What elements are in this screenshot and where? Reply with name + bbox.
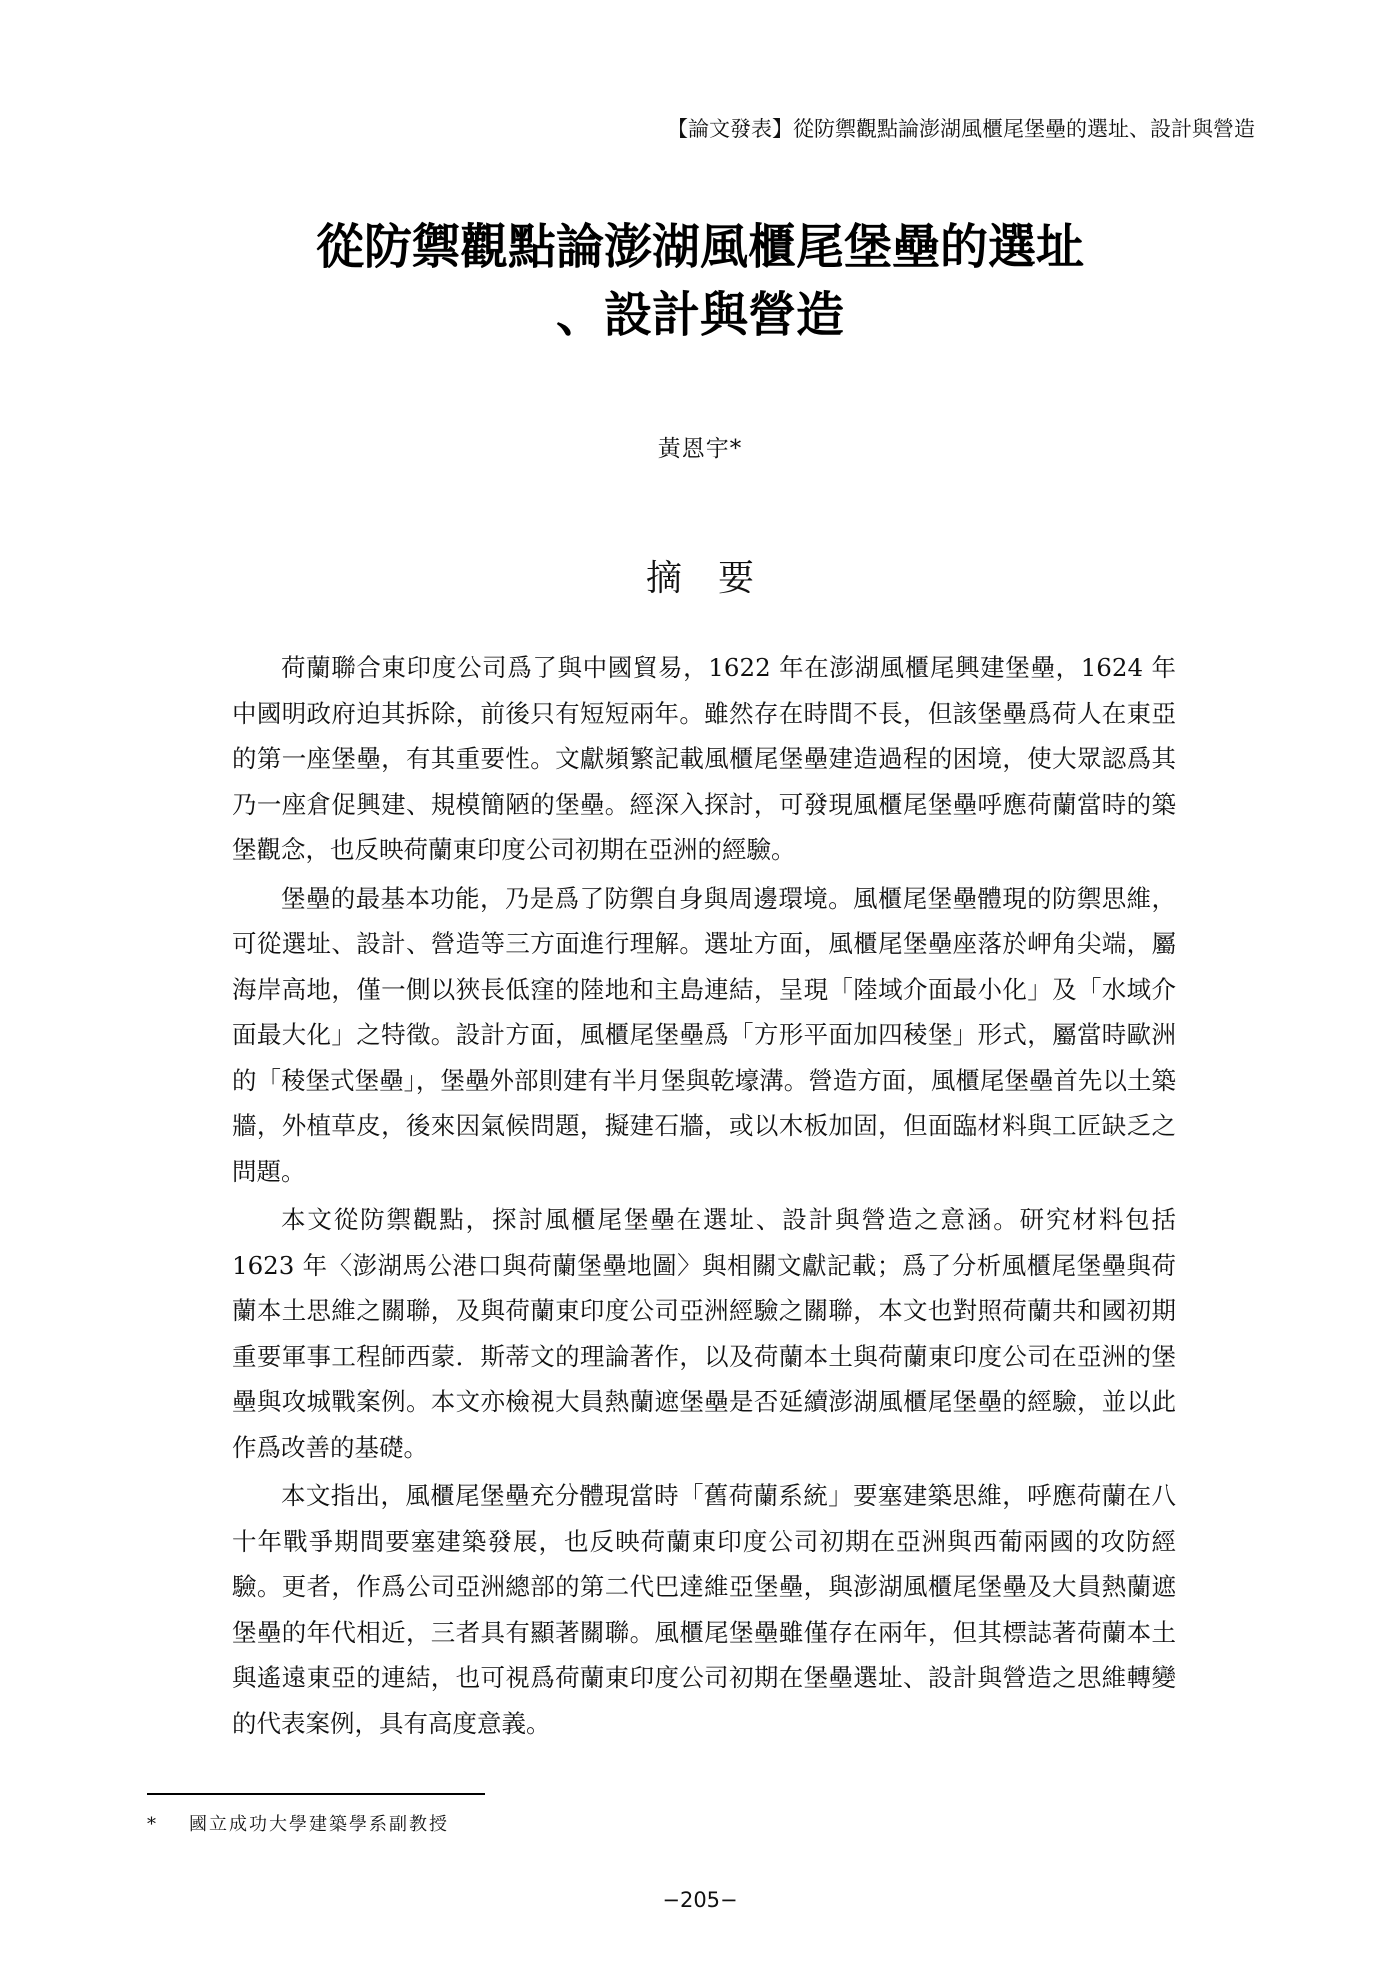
- footnote: [147, 1810, 449, 1836]
- footnote-text: 國立成功大學建築學系副教授: [189, 1814, 449, 1835]
- article-title-line-1: 從防禦觀點論澎湖風櫃尾堡壘的選址: [315, 219, 1084, 275]
- footnote-mark: *: [147, 1814, 158, 1835]
- running-header: 【論文發表】從防禦觀點論澎湖風櫃尾堡壘的選址、設計與營造: [667, 117, 1255, 141]
- article-title-line-2: 、設計與營造: [555, 287, 844, 343]
- author-name: 黃恩宇*: [657, 436, 743, 462]
- abstract-paragraph: 本文指出，風櫃尾堡壘充分體現當時「舊荷蘭系統」要塞建築思維，呼應荷蘭在八十年戰爭期間要塞建築發展，也反映荷蘭東印度公司初期在亞洲與西葡兩國的攻防經驗。更者，作爲公司亞洲總部的第二代巴達維亞堡壘，與澎湖風櫃尾堡壘及大員熱蘭遮堡壘的年代相近，三者具有顯著關聯。風櫃尾堡壘雖僅存在兩年，但其標誌著荷蘭本土與遙遠東亞的連結，也可視爲荷蘭東印度公司初期在堡壘選址、設計與營造之思維轉變的代表案例，具有高度意義。: [232, 1481, 1176, 1738]
- abstract-paragraph: 本文從防禦觀點，探討風櫃尾堡壘在選址、設計與營造之意涵。研究材料包括 1623 年〈澎湖馬公港口與荷蘭堡壘地圖〉與相關文獻記載；爲了分析風櫃尾堡壘與荷蘭本土思維之關聯，及與荷蘭東印度公司亞洲經驗之關聯，本文也對照荷蘭共和國初期重要軍事工程師西蒙．斯蒂文的理論著作，以及荷蘭本土與荷蘭東印度公司在亞洲的堡壘與攻城戰案例。本文亦檢視大員熱蘭遮堡壘是否延續澎湖風櫃尾堡壘的經驗，並以此作爲改善的基礎。: [232, 1205, 1176, 1462]
- abstract-paragraph: 荷蘭聯合東印度公司爲了與中國貿易，1622 年在澎湖風櫃尾興建堡壘，1624 年中國明政府迫其拆除，前後只有短短兩年。雖然存在時間不長，但該堡壘爲荷人在東亞的第一座堡壘，有其重要性。文獻頻繁記載風櫃尾堡壘建造過程的困境，使大眾認爲其乃一座倉促興建、規模簡陋的堡壘。經深入探討，可發現風櫃尾堡壘呼應荷蘭當時的築堡觀念，也反映荷蘭東印度公司初期在亞洲的經驗。: [232, 653, 1176, 864]
- abstract-body: [232, 645, 1176, 1749]
- page-number: −205−: [662, 1888, 738, 1912]
- footnote-divider: [147, 1793, 485, 1795]
- abstract-paragraph: 堡壘的最基本功能，乃是爲了防禦自身與周邊環境。風櫃尾堡壘體現的防禦思維，可從選址、設計、營造等三方面進行理解。選址方面，風櫃尾堡壘座落於岬角尖端，屬海岸高地，僅一側以狹長低窪的陸地和主島連結，呈現「陸域介面最小化」及「水域介面最大化」之特徵。設計方面，風櫃尾堡壘爲「方形平面加四稜堡」形式，屬當時歐洲的「稜堡式堡壘」，堡壘外部則建有半月堡與乾壕溝。營造方面，風櫃尾堡壘首先以土築牆，外植草皮，後來因氣候問題，擬建石牆，或以木板加固，但面臨材料與工匠缺乏之問題。: [232, 883, 1176, 1186]
- abstract-heading: 摘要: [645, 558, 790, 599]
